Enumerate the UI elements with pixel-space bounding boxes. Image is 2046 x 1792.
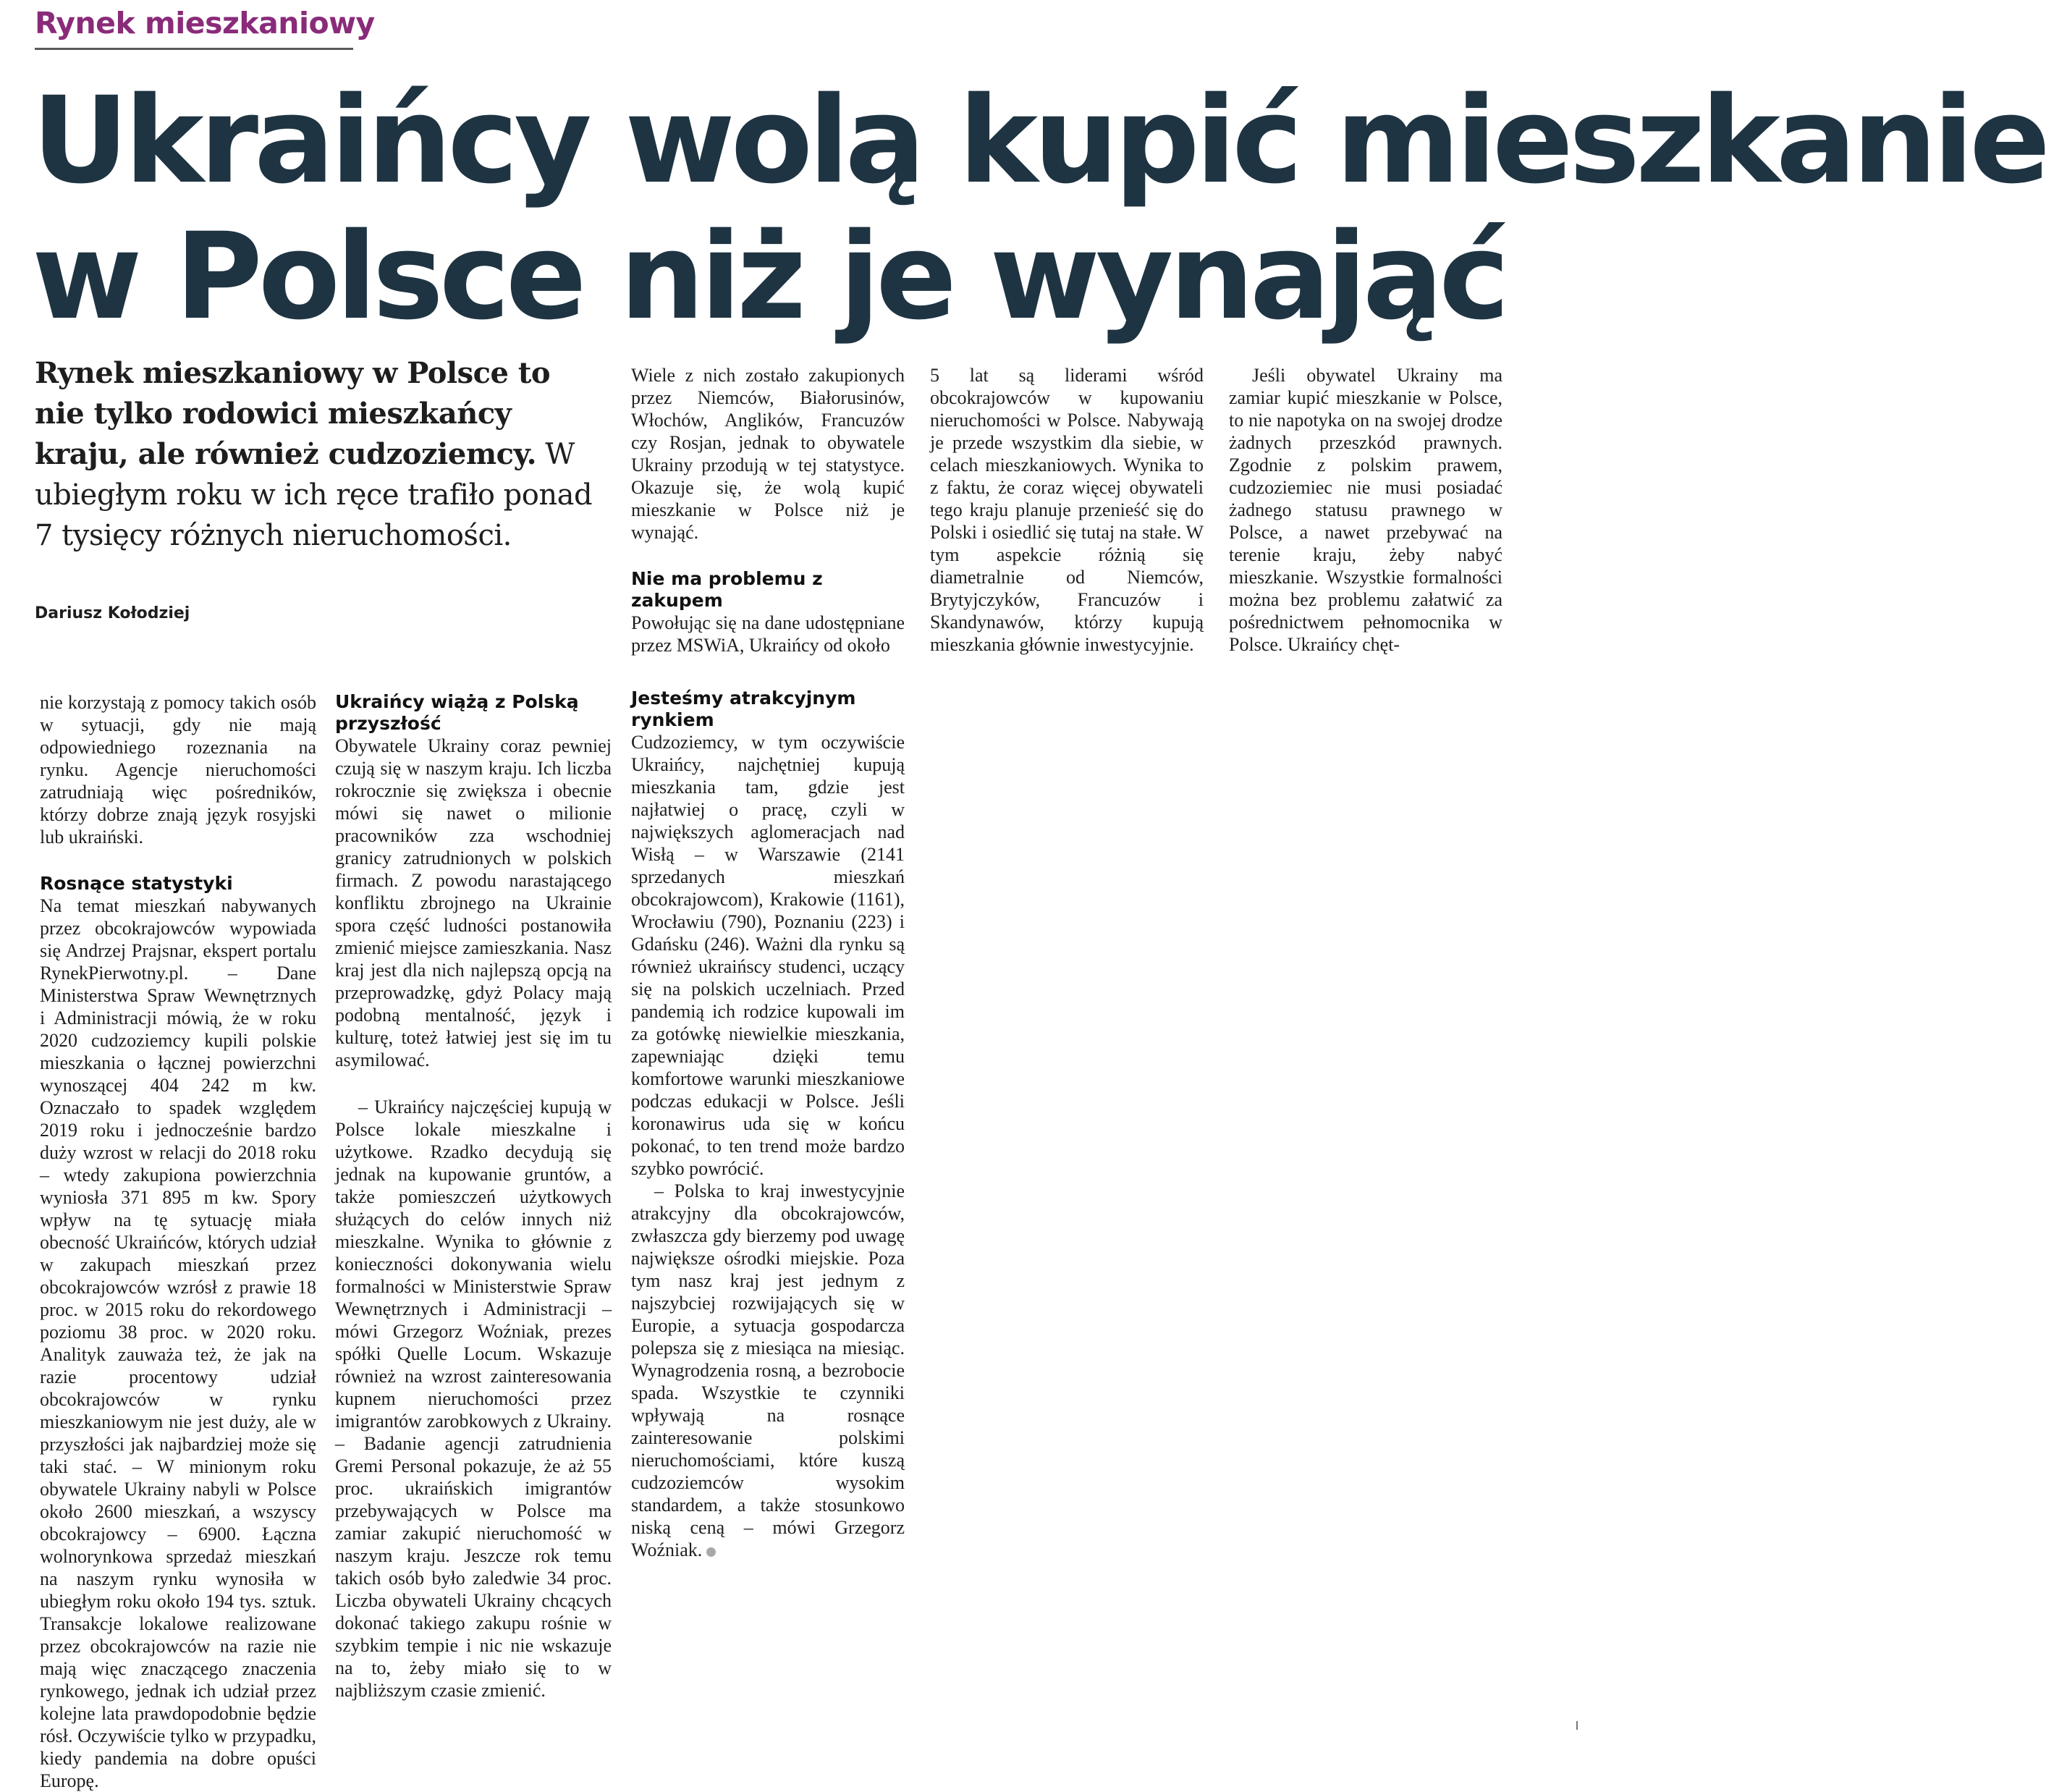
subheading-jestesmy-atrakcyjnym: Jesteśmy atrakcyjnym rynkiem (631, 688, 856, 730)
body-paragraph: 5 lat są liderami wśród obcokrajowców w kupowaniu nieruchomości w Polsce. Nabywają je przede wszystkim dla siebie, w celach mieszkaniowych. Wynika to z faktu, że coraz więcej obywateli tego kraju planuje przenieść się do Polski i osiedlić się tutaj na stałe. W tym aspekcie różnią się diametralnie od Niemców, Brytyjczyków, Francuzów i Skandynawów, którzy kupują mieszkania głównie inwestycyjnie. (930, 365, 1204, 655)
body-paragraph: – Ukraińcy najczęściej kupują w Polsce lokale mieszkalne i użytkowe. Rzadko decydują się jednak na kupowanie gruntów, a także pomieszczeń użytkowych służących do celów innych niż mieszkalne. Wynika to głównie z konieczności dokonywania wielu formalności w Ministerstwie Spraw Wewnętrznych i Administracji – mówi Grzegorz Woźniak, prezes spółki Quelle Locum. Wskazuje również na wzrost zainteresowania kupnem nieruchomości przez imigrantów zarobkowych z Ukrainy. – Badanie agencji zatrudnienia Gremi Personal pokazuje, że aż 55 proc. ukraińskich imigrantów przebywających w Polsce ma zamiar zakupić nieruchomość w naszym kraju. Jeszcze rok temu takich osób było zaledwie 34 proc. Liczba obywateli Ukrainy chcących dokonać takiego zakupu rośnie w szybkim tempie i nic nie wskazuje na to, żeby miało się to w najbliższym czasie zmienić. (335, 1096, 612, 1701)
lead-rest: W ubiegłym roku w ich ręce trafiło ponad 7 tysięcy różnych nieruchomości. (35, 438, 593, 552)
subheading-ukraincy-wiaza: Ukraińcy wiążą z Polską przyszłość (335, 691, 579, 734)
subheading-rosnace-statystyki: Rosnące statystyki (40, 873, 233, 894)
body-paragraph: Cudzoziemcy, w tym oczywiście Ukraińcy, najchętniej kupują mieszkania tam, gdzie jest najłatwiej o pracę, czyli w największych aglomeracjach nad Wisłą – w Warszawie (2141 sprzedanych mieszkań obcokrajowcom), Krakowie (1161), Wrocławiu (790), Poznaniu (223) i Gdańsku (246). Ważni dla rynku są również ukraińscy studenci, uczący się na polskich uczelniach. Przed pandemią ich rodzice kupowali im za gotówkę niewielkie mieszkania, zapewniając dzięki temu komfortowe warunki mieszkaniowe podczas edukacji w Polsce. Jeśli koronawirus uda się w końcu pokonać, to ten trend może bardzo szybko powrócić. (631, 732, 905, 1179)
headline-line-1: Ukraińcy wolą kupić mieszkanie (32, 71, 2046, 210)
headline-line-2: w Polsce niż je wynająć (32, 207, 1506, 346)
body-paragraph: Powołując się na dane udostępniane przez MSWiA, Ukraińcy od około (631, 612, 905, 656)
subheading-nie-ma-problemu: Nie ma problemu z zakupem (631, 568, 823, 611)
body-paragraph: Na temat mieszkań nabywanych przez obcokrajowców wypowiada się Andrzej Prajsnar, ekspert portalu RynekPierwotny.pl. – Dane Ministerstwa Spraw Wewnętrznych i Administracji mówią, że w roku 2020 cudzoziemcy kupili polskie mieszkania o łącznej powierzchni wynoszącej 404 242 m kw. Oznaczało to spadek względem 2019 roku i jednocześnie bardzo duży wzrost w relacji do 2018 roku – wtedy zakupiona powierzchnia wyniosła 371 895 m kw. Spory wpływ na tę sytuację miała obecność Ukraińców, których udział w zakupach mieszkań przez obcokrajowców wzrósł z prawie 18 proc. w 2015 roku do rekordowego poziomu 38 proc. w 2020 roku. Analityk zauważa też, że jak na razie procentowy udział obcokrajowców w rynku mieszkaniowym nie jest duży, ale w przyszłości jak najbardziej może się taki stać. – W minionym roku obywatele Ukrainy nabyli w Polsce około 2600 mieszkań, a wszyscy obcokrajowcy – 6900. Łączna wolnorynkowa sprzedaż mieszkań na naszym rynku wynosiła w ubiegłym roku około 194 tys. sztuk. Transakcje lokalowe realizowane przez obcokrajowców na razie nie mają więc znaczącego znaczenia rynkowego, jednak ich udział przez kolejne lata prawdopodobnie będzie rósł. Oczywiście tylko w przypadku, kiedy pandemia na dobre opuści Europę. (40, 895, 316, 1791)
bottom-column-1 (40, 691, 316, 1792)
body-paragraph: Obywatele Ukrainy coraz pewniej czują się w naszym kraju. Ich liczba rokrocznie się zwiększa i obecnie mówi się nawet o milionie pracowników zza wschodniej granicy zatrudnionych w polskich firmach. Z powodu narastającego konfliktu zbrojnego na Ukrainie spora część ludności postanowiła zmienić miejsce zamieszkania. Nasz kraj jest dla nich najlepszą opcją na przeprowadzkę, gdyż Polacy mają podobną mentalność, język i kulturę, toteż łatwiej jest się im tu asymilować. (335, 735, 612, 1070)
top-column-2 (631, 364, 905, 656)
lead-paragraph (35, 353, 599, 556)
crop-mark (1576, 1721, 1578, 1730)
bottom-column-3 (631, 688, 905, 1561)
author-byline: Dariusz Kołodziej (35, 604, 190, 622)
lead-bold: Rynek mieszkaniowy w Polsce to nie tylko rodowici mieszkańcy kraju, ale również cudzoziemcy. (35, 356, 550, 471)
bottom-column-2 (335, 691, 612, 1702)
top-column-4 (1229, 364, 1502, 656)
end-mark-icon (706, 1547, 716, 1557)
body-paragraph (631, 1180, 905, 1561)
closing-text: – Polska to kraj inwestycyjnie atrakcyjny dla obcokrajowców, zwłaszcza gdy bierzemy pod uwagę największe ośrodki miejskie. Poza tym nasz kraj jest jednym z najszybciej rozwijających się w Europie, a sytuacja gospodarcza polepsza się z miesiąca na miesiąc. Wynagrodzenia rosną, a bezrobocie spada. Wszystkie te czynniki wpływają na rosnące zainteresowanie polskimi nieruchomościami, które kuszą cudzoziemców wysokim standardem, a także stosunkowo niską ceną – mówi Grzegorz Woźniak. (631, 1180, 905, 1560)
body-paragraph: nie korzystają z pomocy takich osób w sytuacji, gdy nie mają odpowiedniego rozeznania na rynku. Agencje nieruchomości zatrudniają więc pośredników, którzy dobrze znają język rosyjski lub ukraiński. (40, 692, 316, 848)
section-label: Rynek mieszkaniowy (35, 6, 353, 50)
body-paragraph: Wiele z nich zostało zakupionych przez Niemców, Białorusinów, Włochów, Anglików, Francuzów czy Rosjan, jednak to obywatele Ukrainy przodują w tej statystyce. Okazuje się, że wolą kupić mieszkanie w Polsce niż je wynająć. (631, 365, 905, 543)
body-paragraph: Jeśli obywatel Ukrainy ma zamiar kupić mieszkanie w Polsce, to nie napotyka on na swojej drodze żadnych przeszkód prawnych. Zgodnie z polskim prawem, cudzoziemiec nie musi posiadać żadnego statusu prawnego w Polsce, a nawet przebywać na terenie kraju, żeby nabyć mieszkanie. Wszystkie formalności można bez problemu załatwić za pośrednictwem pełnomocnika w Polsce. Ukraińcy chęt- (1229, 365, 1502, 655)
headline (32, 71, 2046, 346)
top-column-3 (930, 364, 1204, 656)
